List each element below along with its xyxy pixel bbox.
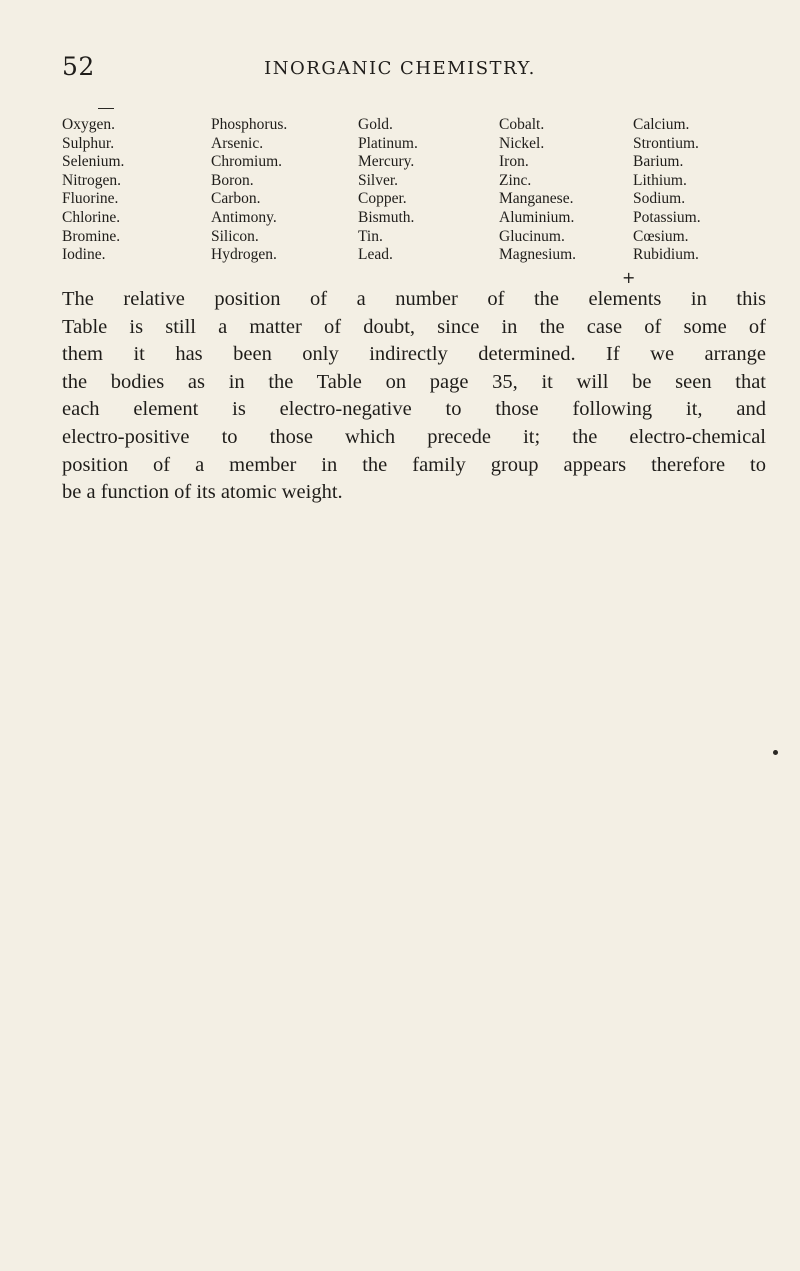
table-cell: Selenium. xyxy=(62,153,125,171)
table-cell: Nitrogen. xyxy=(62,171,121,189)
table-row xyxy=(62,116,773,135)
table-cell: Sulphur. xyxy=(62,134,115,152)
paragraph-line: each element is electro-negative to those following it, and xyxy=(62,398,766,421)
ink-speck xyxy=(773,750,778,755)
table-cell: Carbon. xyxy=(211,190,261,208)
body-paragraph xyxy=(62,286,766,507)
table-cell: Antimony. xyxy=(211,208,277,226)
table-cell: Lithium. xyxy=(633,171,687,189)
page-number: 52 xyxy=(62,52,95,81)
positive-mark: + xyxy=(622,268,636,287)
paragraph-line: position of a member in the family group appears therefore to xyxy=(62,453,766,476)
table-cell: Silver. xyxy=(358,171,399,189)
element-table xyxy=(62,116,773,265)
table-cell: Chromium. xyxy=(211,153,283,171)
table-cell: Sodium. xyxy=(633,190,686,208)
table-cell: Gold. xyxy=(358,116,393,133)
paragraph-line: Table is still a matter of doubt, since in the case of some of xyxy=(62,315,766,338)
table-row xyxy=(62,209,773,228)
table-row xyxy=(62,172,773,191)
table-cell: Iron. xyxy=(499,153,529,171)
table-cell: Fluorine. xyxy=(62,190,119,208)
table-row xyxy=(62,246,773,265)
table-cell: Platinum. xyxy=(358,134,418,152)
table-cell: Lead. xyxy=(358,246,393,264)
table-row xyxy=(62,228,773,247)
table-cell: Aluminium. xyxy=(499,208,575,226)
table-cell: Oxygen. xyxy=(62,116,115,133)
table-cell: Rubidium. xyxy=(633,246,699,264)
table-cell: Zinc. xyxy=(499,171,532,189)
paragraph-line: them it has been only indirectly determined. If we arrange xyxy=(62,343,766,366)
table-cell: Barium. xyxy=(633,153,684,171)
paragraph-line: electro-positive to those which precede it; the electro-chemical xyxy=(62,425,766,448)
table-cell: Strontium. xyxy=(633,134,699,152)
table-row xyxy=(62,135,773,154)
table-cell: Bismuth. xyxy=(358,208,415,226)
table-cell: Arsenic. xyxy=(211,134,264,152)
table-cell: Chlorine. xyxy=(62,208,121,226)
table-cell: Boron. xyxy=(211,171,254,189)
table-cell: Hydrogen. xyxy=(211,246,277,264)
table-cell: Bromine. xyxy=(62,227,121,245)
table-cell: Glucinum. xyxy=(499,227,565,245)
table-cell: Silicon. xyxy=(211,227,259,245)
table-cell: Nickel. xyxy=(499,134,545,152)
negative-mark xyxy=(98,108,114,109)
paragraph-line: The relative position of a number of the elements in this xyxy=(62,288,766,310)
table-cell: Mercury. xyxy=(358,153,415,171)
table-cell: Cobalt. xyxy=(499,116,545,133)
table-cell: Manganese. xyxy=(499,190,574,208)
running-title: INORGANIC CHEMISTRY. xyxy=(264,58,536,79)
table-cell: Potassium. xyxy=(633,208,701,226)
table-cell: Calcium. xyxy=(633,116,690,133)
paragraph-line: be a function of its atomic weight. xyxy=(62,481,343,504)
table-cell: Cœsium. xyxy=(633,227,689,245)
table-row xyxy=(62,153,773,172)
table-cell: Copper. xyxy=(358,190,407,208)
table-cell: Iodine. xyxy=(62,246,106,264)
table-cell: Phosphorus. xyxy=(211,116,288,133)
table-cell: Tin. xyxy=(358,227,383,245)
table-cell: Magnesium. xyxy=(499,246,577,264)
table-row xyxy=(62,190,773,209)
paragraph-line: the bodies as in the Table on page 35, it will be seen that xyxy=(62,370,766,393)
